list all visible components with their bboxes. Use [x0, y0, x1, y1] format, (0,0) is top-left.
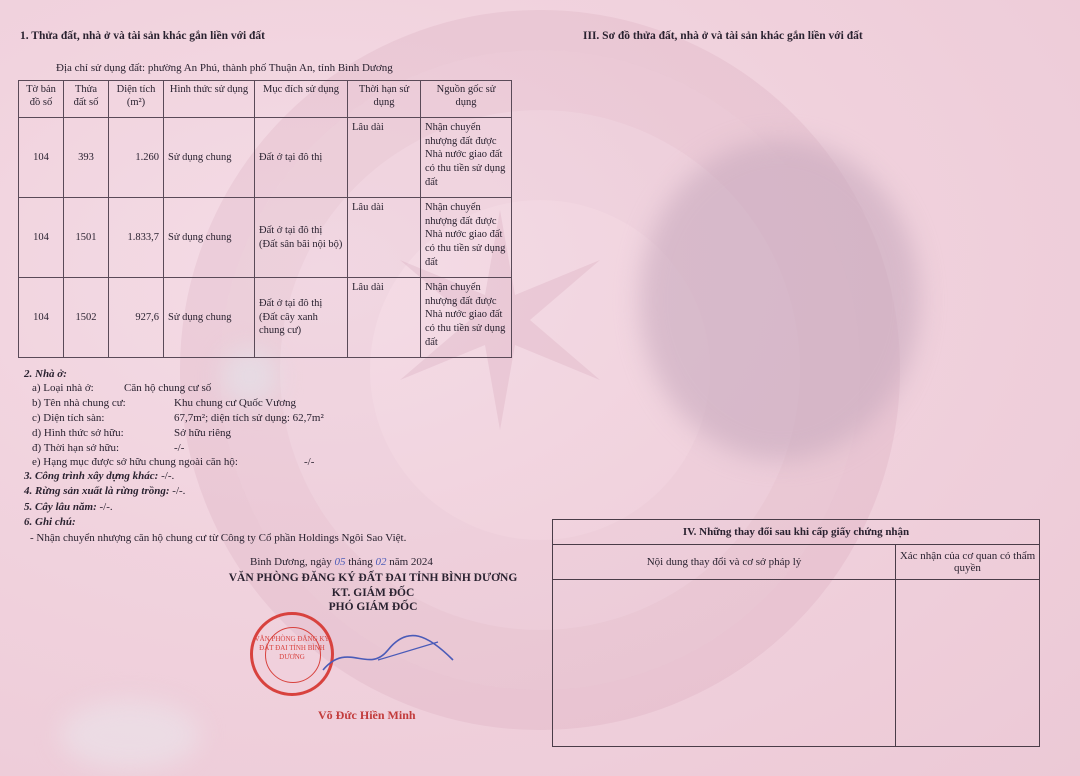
cell-usage-form: Sử dụng chung — [164, 118, 255, 198]
section-label: 3. Công trình xây dựng khác: — [24, 470, 159, 482]
cell-area: 927,6 — [109, 278, 164, 358]
director-title: KT. GIÁM ĐỐC — [331, 587, 415, 599]
house-item-value: Khu chung cư Quốc Vương — [174, 397, 297, 409]
deputy-director-title: PHÓ GIÁM ĐỐC — [328, 601, 418, 613]
table-header-row — [19, 81, 512, 118]
table-header-row — [553, 545, 1040, 580]
land-parcel-table — [18, 80, 512, 358]
table-row — [553, 580, 1040, 747]
month-label: tháng — [348, 556, 373, 568]
table-title-row — [553, 520, 1040, 545]
table-row — [19, 278, 512, 358]
planted-forest-line — [24, 485, 185, 498]
cell-area: 1.833,7 — [109, 198, 164, 278]
house-item-value: -/- — [174, 442, 185, 454]
section-value: -/-. — [99, 501, 113, 513]
house-item-value: Căn hộ chung cư số — [124, 382, 212, 394]
handwritten-signature — [318, 630, 458, 680]
land-section-title: 1. Thửa đất, nhà ở và tài sản khác gắn liền với đất — [20, 30, 266, 42]
col-header: Mục đích sử dụng — [255, 81, 348, 118]
notes-section-title: 6. Ghi chú: — [24, 516, 76, 528]
other-constructions-line — [24, 470, 174, 483]
section-label: 4. Rừng sản xuất là rừng trồng: — [24, 485, 170, 497]
col-header: Tờ bản đồ số — [19, 81, 64, 118]
house-item-label: e) Hạng mục được sở hữu chung ngoài căn hộ: — [32, 456, 238, 468]
col-header-change-content: Nội dung thay đổi và cơ sở pháp lý — [553, 545, 896, 580]
col-header: Thời hạn sử dụng — [348, 81, 421, 118]
col-header-authority-confirmation: Xác nhận của cơ quan có thẩm quyền — [896, 545, 1040, 580]
house-item-label: d) Hình thức sở hữu: — [32, 427, 124, 439]
house-item-label: b) Tên nhà chung cư: — [32, 397, 126, 409]
col-header: Thửa đất số — [64, 81, 109, 118]
cell-area: 1.260 — [109, 118, 164, 198]
signer-name: Võ Đức Hiền Minh — [318, 708, 416, 722]
cell-usage-term: Lâu dài — [348, 198, 421, 278]
cell-origin: Nhận chuyển nhượng đất được Nhà nước giao đất có thu tiền sử dụng đất — [421, 118, 512, 198]
table-row — [19, 118, 512, 198]
cell-usage-term: Lâu dài — [348, 118, 421, 198]
cell-usage-term: Lâu dài — [348, 278, 421, 358]
cell-usage-form: Sử dụng chung — [164, 278, 255, 358]
redacted-blur-region — [60, 700, 200, 770]
redacted-blur-region — [640, 140, 920, 460]
date-day: 05 — [334, 556, 346, 568]
empty-confirmation-cell — [896, 580, 1040, 747]
house-item-value: Sở hữu riêng — [174, 427, 231, 439]
address-line — [56, 62, 393, 74]
cell-origin: Nhận chuyển nhượng đất được Nhà nước giao đất có thu tiền sử dụng đất — [421, 278, 512, 358]
notes-text: - Nhận chuyển nhượng căn hộ chung cư từ Công ty Cổ phần Holdings Ngôi Sao Việt. — [30, 532, 407, 544]
cell-parcel-number: 393 — [64, 118, 109, 198]
house-item-label: đ) Thời hạn sở hữu: — [32, 442, 120, 454]
place-date-line — [250, 556, 433, 568]
changes-table-title: IV. Những thay đổi sau khi cấp giấy chứng nhận — [553, 520, 1040, 545]
house-item-value: 67,7m²; diện tích sử dụng: 62,7m² — [174, 412, 324, 424]
cell-usage-form: Sử dụng chung — [164, 198, 255, 278]
issuing-office: VĂN PHÒNG ĐĂNG KÝ ĐẤT ĐAI TỈNH BÌNH DƯƠNG — [228, 572, 518, 584]
date-month: 02 — [375, 556, 387, 568]
address-label: Địa chỉ sử dụng đất: — [56, 62, 146, 74]
empty-change-cell — [553, 580, 896, 747]
cell-map-sheet: 104 — [19, 278, 64, 358]
cell-parcel-number: 1502 — [64, 278, 109, 358]
house-item-value: -/- — [304, 456, 315, 468]
diagram-section-title: III. Sơ đồ thửa đất, nhà ở và tài sản khác gắn liền với đất — [583, 30, 863, 42]
cell-parcel-number: 1501 — [64, 198, 109, 278]
section-value: -/-. — [172, 485, 186, 497]
section-label: 5. Cây lâu năm: — [24, 501, 97, 513]
seal-text: VĂN PHÒNG ĐĂNG KÝ ĐẤT ĐAI TỈNH BÌNH DƯƠNG — [254, 635, 330, 661]
perennial-trees-line — [24, 501, 113, 514]
house-section-title: 2. Nhà ở: — [24, 368, 67, 380]
year-label: năm 2024 — [389, 556, 433, 568]
cell-usage-purpose: Đất ở tại đô thị (Đất sân bãi nội bộ) — [255, 198, 348, 278]
cell-usage-purpose: Đất ở tại đô thị — [255, 118, 348, 198]
cell-map-sheet: 104 — [19, 118, 64, 198]
cell-usage-purpose: Đất ở tại đô thị (Đất cây xanh chung cư) — [255, 278, 348, 358]
col-header: Diện tích (m²) — [109, 81, 164, 118]
place-date-label: Bình Dương, ngày — [250, 556, 332, 568]
cell-origin: Nhận chuyển nhượng đất được Nhà nước giao đất có thu tiền sử dụng đất — [421, 198, 512, 278]
changes-after-issuance-table — [552, 519, 1040, 747]
cell-map-sheet: 104 — [19, 198, 64, 278]
house-item-label: a) Loại nhà ở: — [32, 382, 94, 394]
col-header: Hình thức sử dụng — [164, 81, 255, 118]
section-value: -/-. — [161, 470, 175, 482]
col-header: Nguồn gốc sử dụng — [421, 81, 512, 118]
address-value: phường An Phú, thành phố Thuận An, tỉnh Bình Dương — [147, 62, 393, 74]
seal-inner-ring — [265, 627, 321, 683]
house-item-label: c) Diện tích sàn: — [32, 412, 105, 424]
table-row — [19, 198, 512, 278]
